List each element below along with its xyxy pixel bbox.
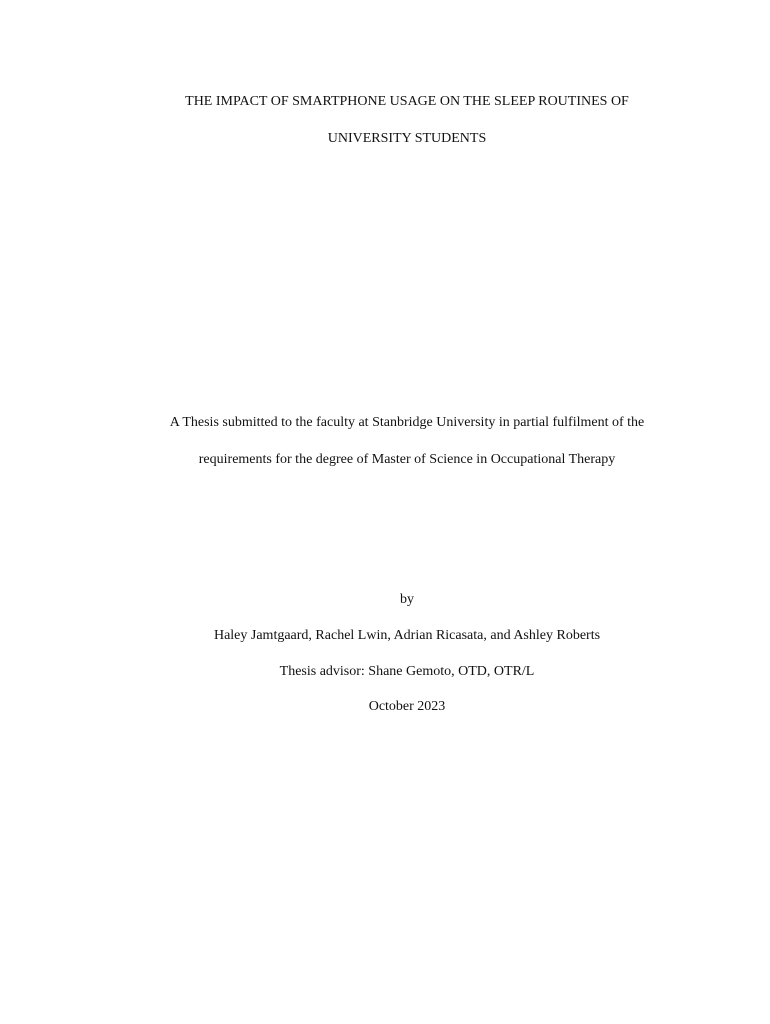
submission-statement-line-2: requirements for the degree of Master of Science in Occupational Therapy xyxy=(198,452,616,467)
by-label: by xyxy=(400,592,414,607)
submission-statement-line-1: A Thesis submitted to the faculty at Stanbridge University in partial fulfilment of the xyxy=(169,415,645,430)
thesis-advisor: Thesis advisor: Shane Gemoto, OTD, OTR/L xyxy=(279,664,535,679)
authors: Haley Jamtgaard, Rachel Lwin, Adrian Ricasata, and Ashley Roberts xyxy=(213,628,601,643)
thesis-title-line-2: UNIVERSITY STUDENTS xyxy=(327,131,487,146)
submission-date: October 2023 xyxy=(368,699,446,714)
thesis-title-line-1: THE IMPACT OF SMARTPHONE USAGE ON THE SLEEP ROUTINES OF xyxy=(185,94,629,109)
